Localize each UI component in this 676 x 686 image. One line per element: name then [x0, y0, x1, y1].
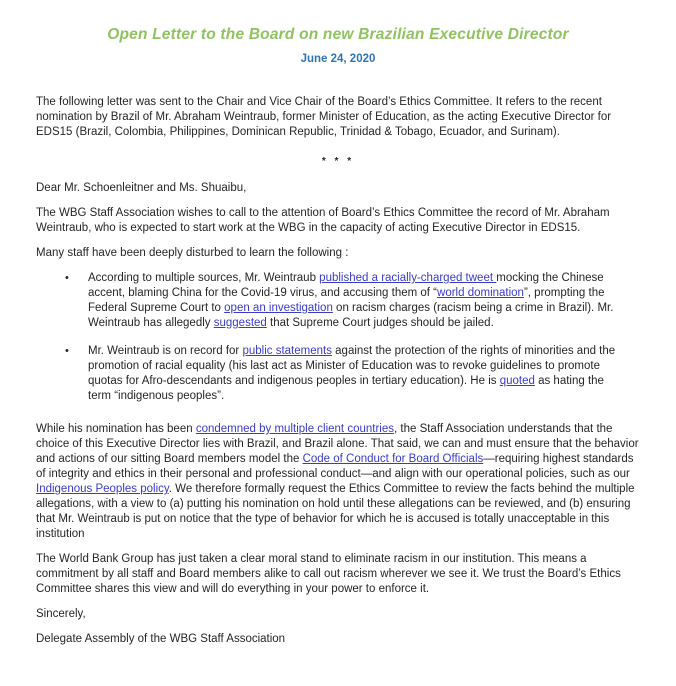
- bullet-item: [65, 271, 640, 331]
- paragraph: The following letter was sent to the Chair and Vice Chair of the Board’s Ethics Committee. It refers to the recent nomination by Brazil of Mr. Abraham Weintraub, former Minister of Education, as the acting Executive Director for EDS15 (Brazil, Colombia, Philippines, Dominican Republic, Trinidad & Tobago, Ecuador, and Surinam).: [36, 96, 612, 138]
- bullet-text: Mr. Weintraub is on record for public statements against the protection of the rights of minorities and the promotion of racial equality (his last act as Minister of Education was to revoke guidelines to promote quotas for Afro-descendants and indigenous peoples in tertiary education). He is quoted as hating the term “indigenous peoples”.: [88, 345, 616, 402]
- hyperlink[interactable]: condemned by multiple client countries: [195, 423, 394, 435]
- hyperlink[interactable]: Indigenous Peoples policy: [36, 483, 169, 495]
- paragraph: While his nomination has been condemned by multiple client countries, the Staff Association understands that the choice of this Executive Director lies with Brazil, and Brazil alone. That said, we can and must ensure that the behavior and actions of our sitting Board members model the Code of Conduct for Board Officials—requiring highest standards of integrity and ethics in their personal and professional conduct—and align with our operational policies, such as our Indigenous Peoples policy. We therefore formally request the Ethics Committee to review the facts behind the multiple allegations, with a view to (a) putting his nomination on hold until these allegations can be reviewed, and (b) ensuring that Mr. Weintraub is put on notice that the type of behavior for which he is accused is totally unacceptable in this institution: [36, 423, 639, 540]
- letter-title: Open Letter to the Board on new Brazilian Executive Director: [107, 26, 569, 43]
- bullet-text: According to multiple sources, Mr. Weintraub published a racially-charged tweet mocking the Chinese accent, blaming China for the Covid-19 virus, and accusing them of “world domination”, prompting the Federal Supreme Court to open an investigation on racism charges (racism being a crime in Brazil). Mr. Weintraub has allegedly suggested that Supreme Court judges should be jailed.: [88, 272, 614, 329]
- paragraph: Dear Mr. Schoenleitner and Ms. Shuaibu,: [36, 182, 247, 194]
- section-separator: * * *: [321, 156, 355, 167]
- paragraph: Many staff have been deeply disturbed to learn the following :: [36, 247, 349, 259]
- paragraph: Delegate Assembly of the WBG Staff Association: [36, 633, 286, 645]
- paragraph: The World Bank Group has just taken a clear moral stand to eliminate racism in our institution. This means a commitment by all staff and Board members alike to call out racism wherever we see it. We trust the Board’s Ethics Committee shares this view and will do everything in your power to enforce it.: [36, 553, 621, 595]
- hyperlink[interactable]: quoted: [499, 375, 535, 387]
- hyperlink[interactable]: Code of Conduct for Board Officials: [302, 453, 484, 465]
- letter-body: [36, 95, 640, 647]
- paragraph: The WBG Staff Association wishes to call to the attention of Board’s Ethics Committee the record of Mr. Abraham Weintraub, who is expected to start work at the WBG in the capacity of acting Executive Director in EDS15.: [36, 207, 610, 234]
- hyperlink[interactable]: public statements: [242, 345, 332, 357]
- bullet-marker: •: [65, 345, 69, 357]
- bullet-item: [65, 344, 640, 404]
- bullet-marker: •: [65, 272, 69, 284]
- letter-date: June 24, 2020: [300, 53, 376, 65]
- hyperlink[interactable]: published a racially-charged tweet: [319, 272, 497, 284]
- hyperlink[interactable]: world domination: [437, 287, 524, 299]
- hyperlink[interactable]: open an investigation: [224, 302, 333, 314]
- hyperlink[interactable]: suggested: [213, 317, 267, 329]
- paragraph: Sincerely,: [36, 608, 86, 620]
